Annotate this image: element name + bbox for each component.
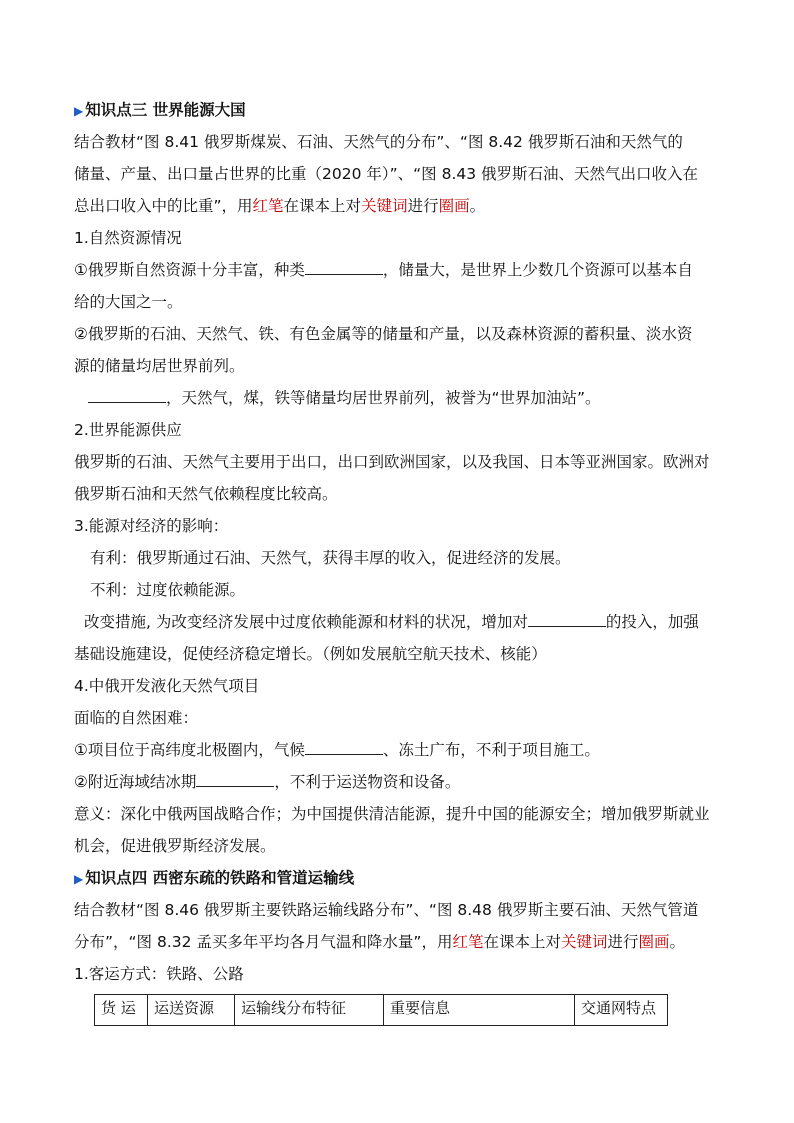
fill-blank[interactable] (305, 258, 383, 275)
section4-intro-line1: 结合教材“图 8.46 俄罗斯主要铁路运输线路分布”、“图 8.48 俄罗斯主要石油、天然气管道 (74, 901, 699, 919)
table-header-cell: 货 运 (95, 995, 148, 1026)
subsection-title: 1.自然资源情况 (74, 229, 182, 247)
red-keyword: 关键词 (561, 933, 608, 951)
red-keyword: 红笔 (452, 933, 484, 951)
subsection-title: 4.中俄开发液化天然气项目 (74, 677, 260, 695)
red-keyword: 红笔 (252, 197, 284, 215)
fill-blank[interactable] (528, 610, 606, 627)
table-header-cell: 交通网特点 (575, 995, 668, 1026)
item-natural-resources: ①俄罗斯自然资源十分丰富，种类 ，储量大，是世界上少数几个资源可以基本自 (74, 254, 724, 286)
subsection-title: 1.客运方式：铁路、公路 (74, 965, 244, 983)
document-page: ▶ 知识点三 世界能源大国 结合教材“图 8.41 俄罗斯煤炭、石油、天然气的分布”、“图 8.42 俄罗斯石油和天然气的 储量、产量、出口量占世界的比重（2020 年）”、“图 8.43 俄罗斯石油、天然气出口收入在 总出口收入中的比重”，用红笔在课本上对关键词进行圈画。 1.自然资源情况 ①俄罗斯自然资源十分丰富，种类 ，储量大，是世界上少数几个资源可以基本自 给的大国之一。 ②俄罗斯的石油、天然气、铁、有色金属等的储量和产量，以及森林资源的蓄积量、淡水资 源的储量均居世界前列。 ，天然气，煤，铁等储量均居世界前列，被誉为“世界加油站”。 2.世界能源供应 俄罗斯的石油、天然气主要用于出口，出口到欧洲国家，以及我国、日本等亚洲国家。欧洲对 俄罗斯石油和天然气依赖程度比较高。 3.能源对经济的影响： 有利：俄罗斯通过石油、天然气，获得丰厚的收入，促进经济的发展。 不利：过度依赖能源。 改变措施, 为改变经济发展中过度依赖能源和材料的状况，增加对 的投入，加强 基础设施建设，促使经济稳定增长。（例如发展航空航天技术、核能） 4.中俄开发液化天然气项目 面临的自然困难： ①项目位于高纬度北极圈内，气候 、冻土广布，不利于项目施工。 ②附近海域结冰期 ，不利于运送物资和设备。 意义：深化中俄两国战略合作；为中国提供清洁能源，提升中国的能源安全；增加俄罗斯就业 机会，促进俄罗斯经济发展。 ▶ 知识点四 西密东疏的铁路和管道运输线 结合教材“图 8.46 俄罗斯主要铁路运输线路分布”、“图 8.48 俄罗斯主要石油、天然气管道 分布”，“图 8.32 孟买多年平均各月气温和降水量”，用红笔在课本上对关键词进行圈画。 1.客运方式：铁路、公路 货 运 运送资源 运输线分布特征 重要信息 交通网特点 (74, 94, 724, 1026)
subsection-title: 3.能源对经济的影响： (74, 517, 229, 535)
section3-intro-line1: 结合教材“图 8.41 俄罗斯煤炭、石油、天然气的分布”、“图 8.42 俄罗斯石油和天然气的 (74, 133, 683, 151)
table-header-cell: 运送资源 (148, 995, 235, 1026)
item-freeze-period: ②附近海域结冰期 ，不利于运送物资和设备。 (74, 766, 724, 798)
section3-intro-line3: 总出口收入中的比重”，用红笔在课本上对关键词进行圈画。 (74, 197, 486, 215)
item-climate: ①项目位于高纬度北极圈内，气候 、冻土广布，不利于项目施工。 (74, 734, 724, 766)
fill-blank[interactable] (196, 770, 274, 787)
freight-table (94, 994, 668, 1026)
table-header-cell: 重要信息 (384, 995, 575, 1026)
section3-heading: ▶ 知识点三 世界能源大国 (74, 101, 246, 119)
section3-intro-line2: 储量、产量、出口量占世界的比重（2020 年）”、“图 8.43 俄罗斯石油、天然气出口收入在 (74, 165, 699, 183)
red-keyword: 圈画 (638, 933, 670, 951)
red-keyword: 圈画 (438, 197, 470, 215)
table-header-cell: 运输线分布特征 (235, 995, 384, 1026)
triangle-marker-icon: ▶ (74, 104, 84, 118)
fill-blank[interactable] (305, 738, 383, 755)
item-world-gas-station: ，天然气，煤，铁等储量均居世界前列，被誉为“世界加油站”。 (74, 382, 724, 414)
red-keyword: 关键词 (361, 197, 408, 215)
triangle-marker-icon: ▶ (74, 872, 84, 886)
fill-blank[interactable] (88, 386, 166, 403)
table-header-row (95, 995, 668, 1026)
section4-intro-line2: 分布”，“图 8.32 孟买多年平均各月气温和降水量”，用红笔在课本上对关键词进行圈画。 (74, 933, 686, 951)
subsection-title: 2.世界能源供应 (74, 421, 182, 439)
item-reform-measures: 改变措施, 为改变经济发展中过度依赖能源和材料的状况，增加对 的投入，加强 (74, 606, 724, 638)
section4-heading: ▶ 知识点四 西密东疏的铁路和管道运输线 (74, 869, 355, 887)
